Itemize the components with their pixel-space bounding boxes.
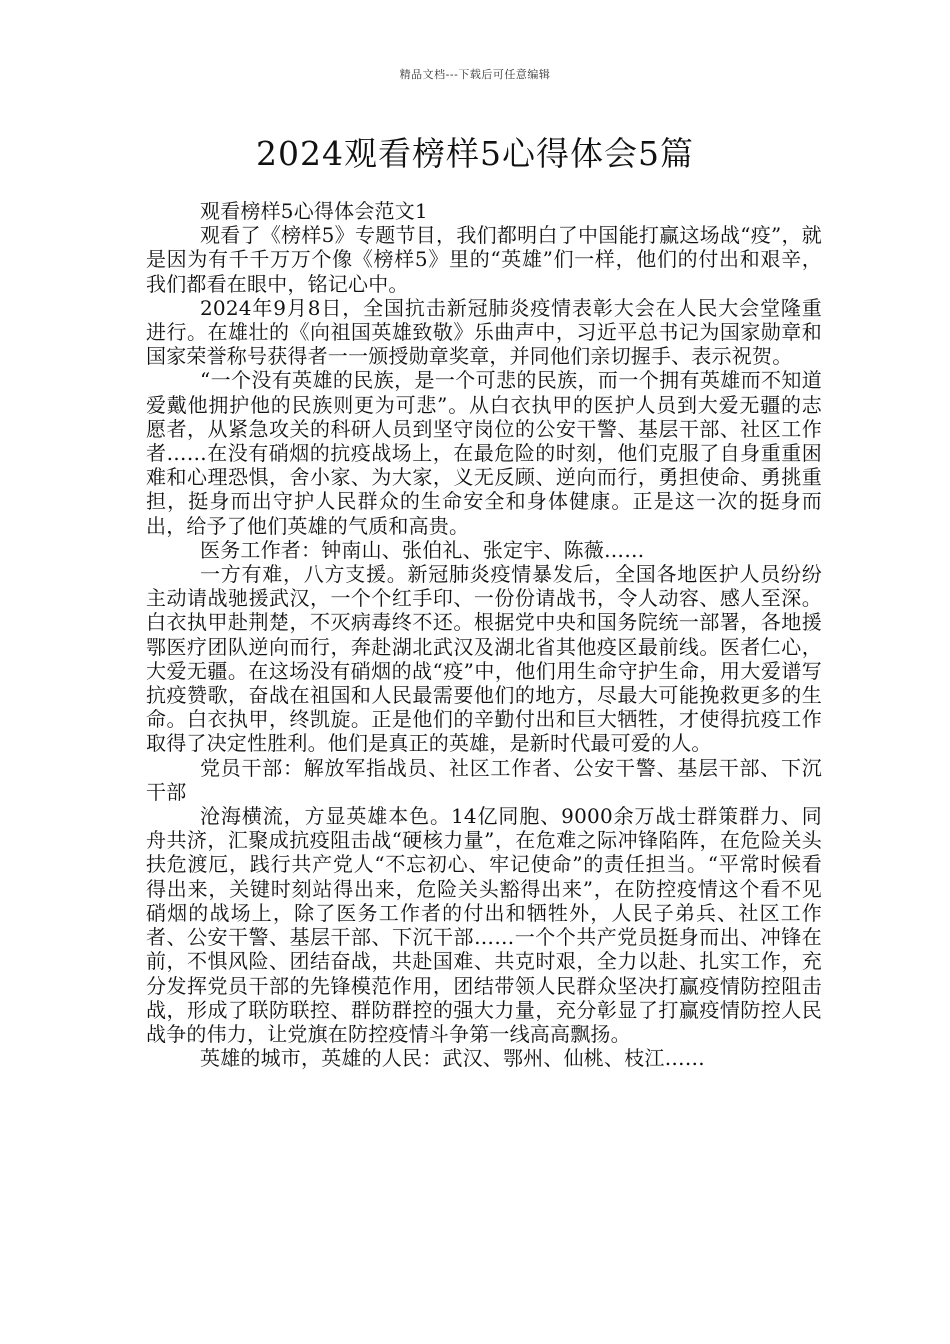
document-body <box>146 199 822 1070</box>
paragraph: 沧海横流，方显英雄本色。14亿同胞、9000余万战士群策群力、同舟共济，汇聚成抗疫阻击战“硬核力量”，在危难之际冲锋陷阵，在危险关头扶危渡厄，践行共产党人“不忘初心、牢记使命”的责任担当。“平常时候看得出来，关键时刻站得出来，危险关头豁得出来”，在防控疫情这个看不见硝烟的战场上，除了医务工作者的付出和牺牲外，人民子弟兵、社区工作者、公安干警、基层干部、下沉干部……一个个共产党员挺身而出、冲锋在前，不惧风险、团结奋战，共赴国难、共克时艰，全力以赴、扎实工作，充分发挥党员干部的先锋模范作用，团结带领人民群众坚决打赢疫情防控阻击战，形成了联防联控、群防群控的强大力量，充分彰显了打赢疫情防控人民战争的伟力，让党旗在防控疫情斗争第一线高高飘扬。 <box>146 804 822 1046</box>
paragraph: 党员干部：解放军指战员、社区工作者、公安干警、基层干部、下沉干部 <box>146 755 822 804</box>
paragraph: 英雄的城市，英雄的人民：武汉、鄂州、仙桃、枝江…… <box>200 1046 705 1071</box>
paragraph: “一个没有英雄的民族，是一个可悲的民族，而一个拥有英雄而不知道爱戴他拥护他的民族则更为可悲”。从白衣执甲的医护人员到大爱无疆的志愿者，从紧急攻关的科研人员到坚守岗位的公安干警、基层干部、社区工作者……在没有硝烟的抗疫战场上，在最危险的时刻，他们克服了自身重重困难和心理恐惧，舍小家、为大家，义无反顾、逆向而行，勇担使命、勇挑重担，挺身而出守护人民群众的生命安全和身体健康。正是这一次的挺身而出，给予了他们英雄的气质和高贵。 <box>146 368 822 538</box>
paragraph: 2024年9月8日，全国抗击新冠肺炎疫情表彰大会在人民大会堂隆重进行。在雄壮的《向祖国英雄致敬》乐曲声中，习近平总书记为国家勋章和国家荣誉称号获得者一一颁授勋章奖章，并同他们亲切握手、表示祝贺。 <box>146 295 822 369</box>
header-note: 精品文档---下载后可任意编辑 <box>399 68 551 81</box>
document-title: 2024观看榜样5心得体会5篇 <box>256 134 694 173</box>
paragraph: 一方有难，八方支援。新冠肺炎疫情暴发后，全国各地医护人员纷纷主动请战驰援武汉，一个个红手印、一份份请战书，令人动容、感人至深。白衣执甲赴荆楚，不灭病毒终不还。根据党中央和国务院统一部署，各地援鄂医疗团队逆向而行，奔赴湖北武汉及湖北省其他疫区最前线。医者仁心，大爱无疆。在这场没有硝烟的战“疫”中，他们用生命守护生命，用大爱谱写抗疫赞歌，奋战在祖国和人民最需要他们的地方，尽最大可能挽救更多的生命。白衣执甲，终凯旋。正是他们的辛勤付出和巨大牺牲，才使得抗疫工作取得了决定性胜利。他们是真正的英雄，是新时代最可爱的人。 <box>146 562 822 756</box>
paragraph: 观看了《榜样5》专题节目，我们都明白了中国能打赢这场战“疫”，就是因为有千千万万个像《榜样5》里的“英雄”们一样，他们的付出和艰辛，我们都看在眼中，铭记心中。 <box>146 223 822 296</box>
paragraph: 医务工作者：钟南山、张伯礼、张定宇、陈薇…… <box>200 537 645 562</box>
section-heading: 观看榜样5心得体会范文1 <box>200 199 428 223</box>
